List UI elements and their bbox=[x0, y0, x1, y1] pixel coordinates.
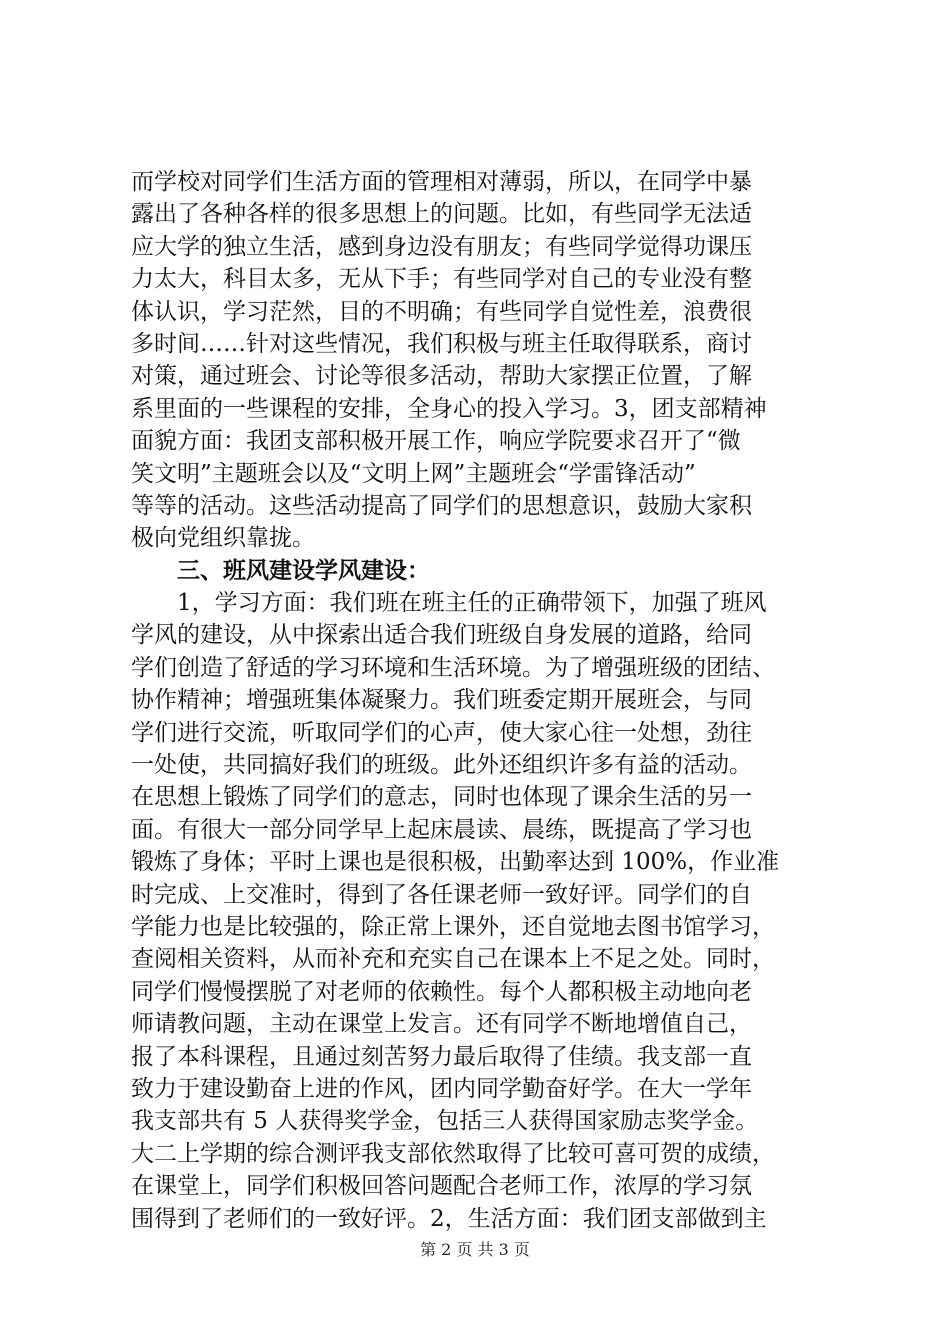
text-line: 露出了各种各样的很多思想上的问题。比如，有些同学无法适 bbox=[131, 201, 752, 228]
text-line: 锻炼了身体；平时上课也是很积极，出勤率达到 100%，作业准 bbox=[131, 849, 780, 876]
text-line: 学风的建设，从中探索出适合我们班级自身发展的道路，给同 bbox=[131, 622, 752, 649]
text-line: 协作精神；增强班集体凝聚力。我们班委定期开展班会，与同 bbox=[131, 687, 752, 714]
text-line: 多时间……针对这些情况，我们积极与班主任取得联系，商讨 bbox=[131, 330, 752, 357]
text-line: 在思想上锻炼了同学们的意志，同时也体现了课余生活的另一 bbox=[131, 784, 752, 811]
text-line: 我支部共有 5 人获得奖学金，包括三人获得国家励志奖学金。 bbox=[131, 1108, 759, 1135]
text-line: 致力于建设勤奋上进的作风，团内同学勤奋好学。在大一学年 bbox=[131, 1075, 752, 1102]
text-line: 师请教问题，主动在课堂上发言。还有同学不断地增值自己， bbox=[131, 1011, 752, 1038]
text-line: 体认识，学习茫然，目的不明确；有些同学自觉性差，浪费很 bbox=[131, 298, 752, 325]
text-line: 系里面的一些课程的安排，全身心的投入学习。3，团支部精神 bbox=[131, 395, 767, 422]
text-line: 时完成、上交准时，得到了各任课老师一致好评。同学们的自 bbox=[131, 881, 752, 908]
text-line: 笑文明”主题班会以及“文明上网”主题班会“学雷锋活动” bbox=[131, 460, 696, 487]
document-body bbox=[131, 166, 821, 1235]
text-line: 面。有很大一部分同学早上起床晨读、晨练，既提高了学习也 bbox=[131, 816, 752, 843]
section-heading: 三、班风建设学风建设： bbox=[177, 556, 430, 584]
text-line: 学能力也是比较强的，除正常上课外，还自觉地去图书馆学习， bbox=[131, 913, 775, 940]
text-line: 而学校对同学们生活方面的管理相对薄弱，所以，在同学中暴 bbox=[131, 169, 752, 195]
text-line: 力太大，科目太多，无从下手；有些同学对自己的专业没有整 bbox=[131, 266, 752, 293]
text-line: 对策，通过班会、讨论等很多活动，帮助大家摆正位置，了解 bbox=[131, 363, 752, 390]
text-line: 在课堂上，同学们积极回答问题配合老师工作，浓厚的学习氛 bbox=[131, 1173, 752, 1200]
text-line: 报了本科课程，且通过刻苦努力最后取得了佳绩。我支部一直 bbox=[131, 1043, 752, 1070]
page-number-footer: 第 2 页 共 3 页 bbox=[420, 1240, 530, 1259]
text-line: 同学们慢慢摆脱了对老师的依赖性。每个人都积极主动地向老 bbox=[131, 978, 752, 1005]
text-line: 学们创造了舒适的学习环境和生活环境。为了增强班级的团结、 bbox=[131, 654, 775, 681]
text-line: 围得到了老师们的一致好评。2，生活方面：我们团支部做到主 bbox=[131, 1205, 767, 1232]
text-line: 面貌方面：我团支部积极开展工作，响应学院要求召开了“微 bbox=[131, 428, 741, 455]
text-line: 学们进行交流，听取同学们的心声，使大家心往一处想，劲往 bbox=[131, 719, 752, 746]
text-line: 查阅相关资料，从而补充和充实自己在课本上不足之处。同时， bbox=[131, 946, 775, 973]
text-line: 大二上学期的综合测评我支部依然取得了比较可喜可贺的成绩， bbox=[131, 1140, 775, 1167]
text-line: 等等的活动。这些活动提高了同学们的思想意识，鼓励大家积 bbox=[131, 492, 752, 519]
text-line: 应大学的独立生活，感到身边没有朋友；有些同学觉得功课压 bbox=[131, 233, 752, 260]
paragraph-first-line: 1，学习方面：我们班在班主任的正确带领下，加强了班风 bbox=[177, 590, 767, 617]
text-line: 极向党组织靠拢。 bbox=[131, 525, 315, 552]
text-line: 一处使，共同搞好我们的班级。此外还组织许多有益的活动。 bbox=[131, 752, 752, 779]
